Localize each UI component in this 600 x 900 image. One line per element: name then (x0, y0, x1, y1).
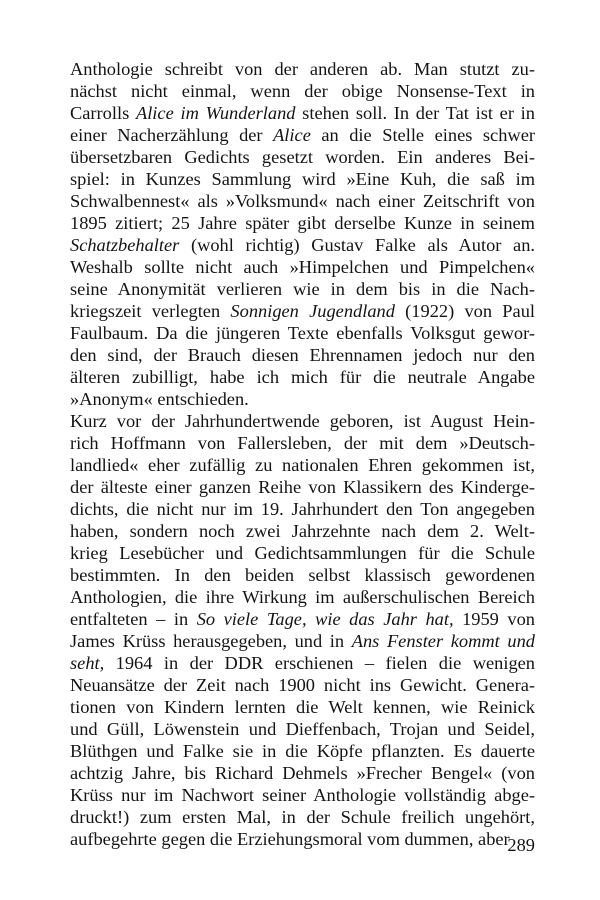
text-run: Faulbaum. Da die jüngeren Texte ebenfalls Volksgut gewor- (70, 323, 535, 343)
text-run: (1922) von Paul (394, 301, 535, 321)
text-line (70, 432, 535, 454)
text-line (70, 564, 535, 586)
text-run: den sind, der Brauch diesen Ehrennamen jedoch nur den (70, 345, 535, 365)
text-line (70, 652, 535, 674)
text-line (70, 806, 535, 828)
text-line (70, 784, 535, 806)
text-run: 1964 in der DDR erschienen – fielen die wenigen (104, 653, 535, 673)
text-line (70, 300, 535, 322)
text-line (70, 234, 535, 256)
text-run: 1959 von (453, 609, 535, 629)
text-line (70, 630, 535, 652)
text-run: Krüss nur im Nachwort seiner Anthologie vollständig abge- (70, 785, 535, 805)
text-line (70, 498, 535, 520)
text-line (70, 740, 535, 762)
text-run: und Güll, Löwenstein und Dieffenbach, Trojan und Seidel, (70, 719, 535, 739)
text-run: haben, sondern noch zwei Jahrzehnte nach dem 2. Welt- (70, 521, 535, 541)
text-run: achtzig Jahre, bis Richard Dehmels »Frecher Bengel« (von (70, 763, 535, 783)
text-line (70, 58, 535, 80)
text-run: druckt!) zum ersten Mal, in der Schule freilich ungehört, (70, 807, 535, 827)
text-line (70, 454, 535, 476)
text-line (70, 190, 535, 212)
text-line (70, 124, 535, 146)
text-run: seine Anonymität verlieren wie in dem bis in die Nach- (70, 279, 535, 299)
text-line (70, 212, 535, 234)
text-line (70, 476, 535, 498)
paragraph-2 (70, 410, 535, 850)
text-line (70, 762, 535, 784)
text-run: dichts, die nicht nur im 19. Jahrhundert den Ton angegeben (70, 499, 535, 519)
paragraph-1 (70, 58, 535, 410)
text-line (70, 256, 535, 278)
text-run: Neuansätze der Zeit nach 1900 nicht ins Gewicht. Genera- (70, 675, 535, 695)
text-run: Schwalbennest« als »Volksmund« nach einer Zeitschrift von (70, 191, 535, 211)
italic-title: Schatzbehalter (70, 235, 180, 255)
italic-title: Sonnigen Jugendland (230, 301, 395, 321)
text-line (70, 828, 535, 850)
text-run: Blüthgen und Falke sie in die Köpfe pflanzten. Es dauerte (70, 741, 535, 761)
text-run: an die Stelle eines schwer (310, 125, 535, 145)
text-run: »Anonym« entschieden. (70, 389, 249, 409)
text-line (70, 278, 535, 300)
italic-title: seht, (70, 653, 105, 673)
italic-title: Alice im Wunderland (135, 103, 296, 123)
text-run: krieg Lesebücher und Gedichtsammlungen für die Schule (70, 543, 535, 563)
text-line (70, 366, 535, 388)
text-line (70, 388, 535, 410)
text-run: stehen soll. In der Tat ist er in (295, 103, 535, 123)
text-line (70, 718, 535, 740)
italic-title: So viele Tage, wie das Jahr hat, (196, 609, 454, 629)
text-run: der älteste einer ganzen Reihe von Klassikern des Kinderge- (70, 477, 535, 497)
italic-title: Ans Fenster kommt und (351, 631, 535, 651)
text-run: aufbegehrte gegen die Erziehungsmoral vom dummen, aber (70, 829, 510, 849)
text-run: älteren zubilligt, habe ich mich für die neutrale Angabe (70, 367, 535, 387)
text-line (70, 520, 535, 542)
text-run: spiel: in Kunzes Sammlung wird »Eine Kuh, die saß im (70, 169, 535, 189)
text-run: (wohl richtig) Gustav Falke als Autor an. (179, 235, 535, 255)
text-run: Weshalb sollte nicht auch »Himpelchen und Pimpelchen« (70, 257, 535, 277)
text-line (70, 322, 535, 344)
text-line (70, 608, 535, 630)
text-line (70, 168, 535, 190)
text-line (70, 696, 535, 718)
text-run: nächst nicht einmal, wenn der obige Nonsense-Text in (70, 81, 535, 101)
text-run: James Krüss herausgegeben, und in (70, 631, 352, 651)
text-run: 1895 zitiert; 25 Jahre später gibt derselbe Kunze in seinem (70, 213, 535, 233)
text-run: bestimmten. In den beiden selbst klassisch gewordenen (70, 565, 535, 585)
text-run: Carrolls (70, 103, 136, 123)
text-line (70, 542, 535, 564)
text-run: landlied« eher zufällig zu nationalen Ehren gekommen ist, (70, 455, 535, 475)
text-line (70, 674, 535, 696)
text-run: kriegszeit verlegten (70, 301, 231, 321)
text-run: übersetzbaren Gedichts gesetzt worden. Ein anderes Bei- (70, 147, 535, 167)
text-run: Kurz vor der Jahrhundertwende geboren, ist August Hein- (70, 411, 535, 431)
text-line (70, 410, 535, 432)
text-line (70, 586, 535, 608)
text-run: rich Hoffmann von Fallersleben, der mit dem »Deutsch- (70, 433, 535, 453)
text-line (70, 80, 535, 102)
text-line (70, 102, 535, 124)
text-line (70, 146, 535, 168)
page-number: 289 (507, 835, 535, 855)
italic-title: Alice (273, 125, 311, 145)
text-run: einer Nacherzählung der (70, 125, 274, 145)
text-run: Anthologien, die ihre Wirkung im außerschulischen Bereich (70, 587, 535, 607)
text-run: entfalteten – in (70, 609, 197, 629)
text-line (70, 344, 535, 366)
text-run: tionen von Kindern lernten die Welt kennen, wie Reinick (70, 697, 535, 717)
text-run: Anthologie schreibt von der anderen ab. Man stutzt zu- (70, 59, 535, 79)
